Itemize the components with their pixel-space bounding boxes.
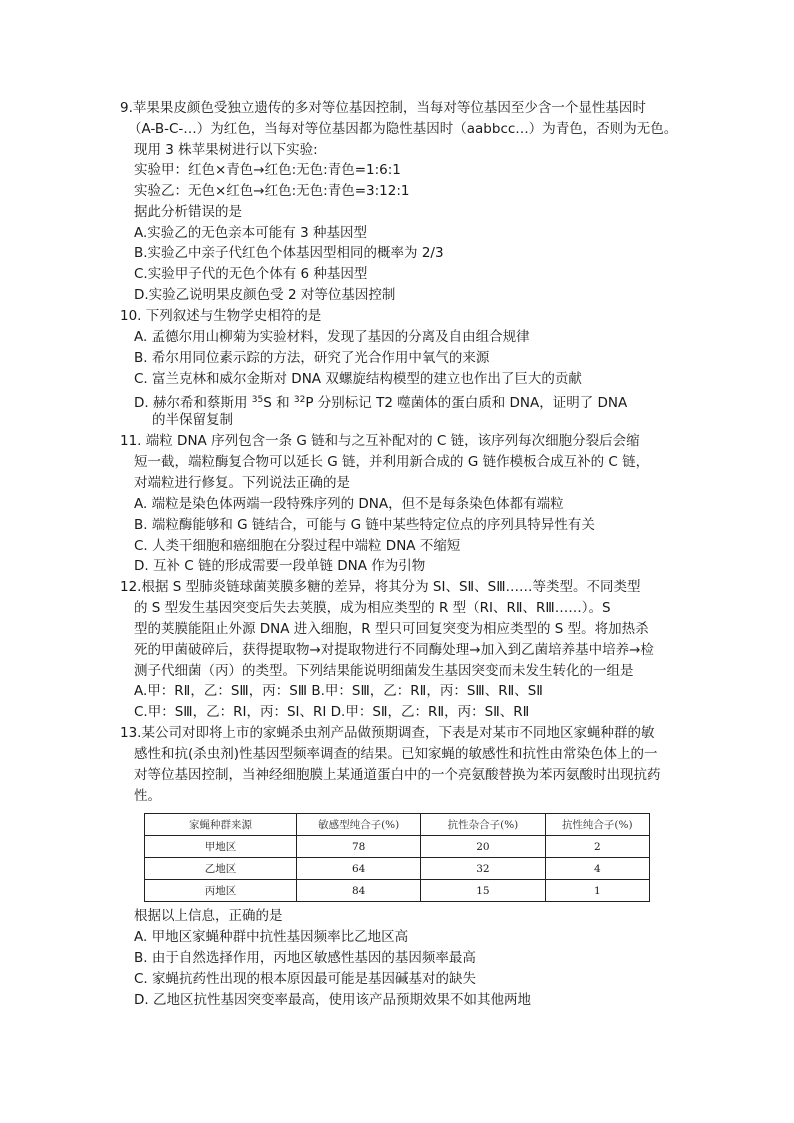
q9-stem-line1: 9.苹果果皮颜色受独立遗传的多对等位基因控制，当每对等位基因至少含一个显性基因时 [120,100,646,116]
table-header-row [145,814,650,836]
q9-option-c: C.实验甲子代的无色个体有 6 种基因型 [134,266,368,282]
table-header: 抗性杂合子(%) [421,814,545,836]
table-cell: 乙地区 [145,858,297,880]
table-cell: 丙地区 [145,880,297,902]
q9-option-a: A.实验乙的无色亲本可能有 3 种基因型 [134,225,367,241]
q9-stem-line3: 现用 3 株苹果树进行以下实验: [134,142,318,158]
q12-stem-line2: 的 S 型发生基因突变后失去荚膜，成为相应类型的 R 型（RⅠ、RⅡ、RⅢ……）。S [134,600,611,616]
q10-stem: 10. 下列叙述与生物学史相符的是 [120,308,322,324]
table-cell: 甲地区 [145,836,297,858]
q11-option-d: D. 互补 C 链的形成需要一段单链 DNA 作为引物 [134,558,426,574]
q11-option-c: C. 人类干细胞和癌细胞在分裂过程中端粒 DNA 不缩短 [134,538,461,554]
q12-options-cd: C.甲：SⅢ，乙：RⅠ，丙：SⅠ、RⅠ D.甲：SⅡ，乙：RⅡ，丙：SⅡ、RⅡ [134,704,530,720]
q9-question: 据此分析错误的是 [134,204,242,220]
q9-experiment-2: 实验乙：无色×红色→红色:无色:青色=3:12:1 [134,183,410,199]
table-cell: 64 [297,858,421,880]
table-row [145,836,650,858]
q13-stem-line1: 13.某公司对即将上市的家蝇杀虫剂产品做预期调查，下表是对某市不同地区家蝇种群的敏 [120,725,655,741]
table-cell: 4 [545,858,649,880]
table-header: 家蝇种群来源 [145,814,297,836]
q10-option-c: C. 富兰克林和威尔金斯对 DNA 双螺旋结构模型的建立也作出了巨大的贡献 [134,371,582,387]
table-cell: 1 [545,880,649,902]
sulfur-isotope-superscript: 35 [251,395,264,405]
q13-question: 根据以上信息，正确的是 [134,908,283,924]
table-cell: 20 [421,836,545,858]
q12-stem-line3: 型的荚膜能阻止外源 DNA 进入细胞，R 型只可回复突变为相应类型的 S 型。将加热杀 [134,621,649,637]
q11-option-b: B. 端粒酶能够和 G 链结合，可能与 G 链中某些特定位点的序列具特异性有关 [134,517,595,533]
q10-option-d-text-1: D. 赫尔希和蔡斯用 [134,395,252,411]
table-header: 敏感型纯合子(%) [297,814,421,836]
q13-option-c: C. 家蝇抗药性出现的根本原因最可能是基因碱基对的缺失 [134,971,477,987]
table-cell: 78 [297,836,421,858]
q12-options-ab: A.甲：RⅡ，乙：SⅢ，丙：SⅢ B.甲：SⅢ，乙：RⅡ，丙：SⅢ、RⅡ、SⅡ [134,683,543,699]
table-row [145,858,650,880]
q13-stem-line3: 对等位基因控制，当神经细胞膜上某通道蛋白中的一个亮氨酸替换为苯丙氨酸时出现抗药 [134,767,661,783]
q10-option-d-text-2: S 和 [263,395,294,411]
q9-option-b: B.实验乙中亲子代红色个体基因型相同的概率为 2/3 [134,245,444,261]
q10-option-d-continuation: 的半保留复制 [152,412,233,428]
q9-experiment-1: 实验甲：红色×青色→红色:无色:青色=1:6:1 [134,162,401,178]
table-cell: 32 [421,858,545,880]
q11-stem-line1: 11. 端粒 DNA 序列包含一条 G 链和与之互补配对的 C 链，该序列每次细胞分裂后会缩 [120,433,640,449]
q13-option-d: D. 乙地区抗性基因突变率最高，使用该产品预期效果不如其他两地 [134,992,531,1008]
table-header: 抗性纯合子(%) [545,814,649,836]
q12-stem-line5: 测子代细菌（丙）的类型。下列结果能说明细菌发生基因突变而未发生转化的一组是 [134,663,634,679]
q9-option-d: D.实验乙说明果皮颜色受 2 对等位基因控制 [134,287,396,303]
q13-stem-line2: 感性和抗(杀虫剂)性基因型频率调查的结果。已知家蝇的敏感性和抗性由常染色体上的一 [134,746,658,762]
table-cell: 84 [297,880,421,902]
phosphorus-isotope-superscript: 32 [293,395,306,405]
q10-option-a: A. 孟德尔用山柳菊为实验材料，发现了基因的分离及自由组合规律 [134,329,530,345]
q12-stem-line4: 死的甲菌破碎后，获得提取物→对提取物进行不同酶处理→加入到乙菌培养基中培养→检 [134,642,654,658]
q13-option-b: B. 由于自然选择作用，丙地区敏感性基因的基因频率最高 [134,950,476,966]
genotype-frequency-table [144,813,650,902]
q11-stem-line2: 短一截，端粒酶复合物可以延长 G 链，并利用新合成的 G 链作模板合成互补的 C 链， [134,454,650,470]
q12-stem-line1: 12.根据 S 型肺炎链球菌荚膜多糖的差异，将其分为 SⅠ、SⅡ、SⅢ……等类型。不同类型 [120,579,641,595]
table-cell: 2 [545,836,649,858]
q10-option-b: B. 希尔用同位素示踪的方法，研究了光合作用中氧气的来源 [134,350,490,366]
table-row [145,880,650,902]
table-cell: 15 [421,880,545,902]
q11-option-a: A. 端粒是染色体两端一段特殊序列的 DNA，但不是每条染色体都有端粒 [134,496,564,512]
q11-stem-line3: 对端粒进行修复。下列说法正确的是 [134,475,350,491]
q13-option-a: A. 甲地区家蝇种群中抗性基因频率比乙地区高 [134,929,409,945]
q9-stem-line2: （A-B-C-…）为红色，当每对等位基因都为隐性基因时（aabbcc…）为青色，否则为无色。 [128,121,678,137]
q10-option-d-text-3: P 分别标记 T2 噬菌体的蛋白质和 DNA，证明了 DNA [305,395,628,411]
q13-stem-line4: 性。 [134,788,161,804]
